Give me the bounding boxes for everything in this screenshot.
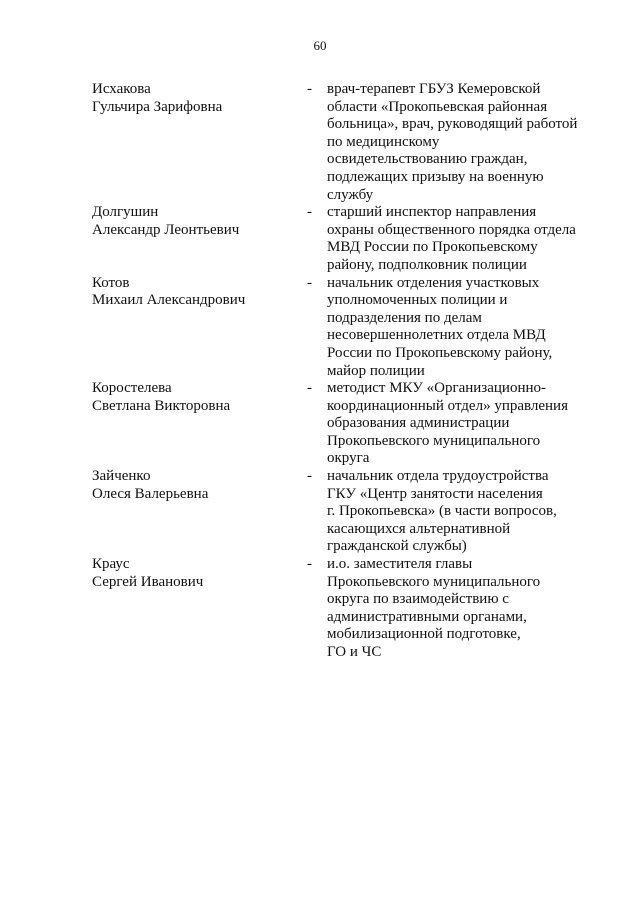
description-line: области «Прокопьевская районная [327,98,548,115]
member-surname: Краус [92,556,130,573]
member-description [327,275,589,381]
member-entry-iskhakova [0,81,640,204]
member-given-names: Михаил Александрович [92,292,246,309]
description-line: МВД России по Прокопьевскому [327,239,538,256]
member-name [92,204,292,239]
description-line: координационный отдел» управления [327,397,568,414]
member-surname: Зайченко [92,468,151,485]
member-name [92,81,292,116]
member-entry-korosteleva [0,380,640,468]
description-line: Прокопьевского муниципального [327,432,541,449]
member-entry-kraus [0,556,640,662]
description-line: начальник отдела трудоустройства [327,468,549,485]
member-description [327,81,589,204]
member-surname: Коростелева [92,380,172,397]
description-line: округа [327,450,370,467]
member-list [0,81,640,662]
member-surname: Исхакова [92,81,151,97]
dash-separator: - [307,274,312,291]
description-line: подлежащих призыву на военную [327,168,544,185]
description-line: гражданской службы) [327,538,467,555]
description-line: ГО и ЧС [327,644,382,660]
description-line: касающихся альтернативной [327,520,511,537]
dash-separator: - [307,204,312,221]
member-description [327,204,589,274]
description-line: по медицинскому [327,133,440,150]
description-line: ГКУ «Центр занятости населения [327,485,543,502]
description-line: несовершеннолетних отдела МВД [327,327,546,344]
description-line: методист МКУ «Организационно- [327,380,546,397]
description-line: России по Прокопьевскому району, [327,344,553,361]
page-number: 60 [313,38,327,53]
member-description [327,468,589,556]
description-line: мобилизационной подготовке, [327,626,521,643]
description-line: уполномоченных полиции и [327,292,508,309]
member-surname: Котов [92,274,130,291]
member-given-names: Олеся Валерьевна [92,485,209,502]
description-line: охраны общественного порядка отдела [327,221,576,238]
dash-separator: - [307,556,312,573]
description-line: больница», врач, руководящий работой [327,116,578,133]
description-line: образования администрации [327,415,510,432]
member-entry-kotov [0,275,640,381]
dash-separator: - [307,380,312,397]
description-line: начальник отделения участковых [327,274,540,291]
description-line: району, подполковник полиции [327,256,527,273]
dash-separator: - [307,81,312,97]
member-given-names: Светлана Викторовна [92,397,231,414]
member-given-names: Сергей Иванович [92,573,204,590]
member-description [327,380,589,468]
description-line: врач-терапевт ГБУЗ Кемеровской [327,81,541,97]
description-line: и.о. заместителя главы [327,556,473,573]
member-name [92,380,292,415]
description-line: службу [327,186,374,203]
dash-separator: - [307,468,312,485]
description-line: Прокопьевского муниципального [327,573,541,590]
member-entry-dolgushin [0,204,640,274]
member-given-names: Гульчира Зарифовна [92,98,223,115]
member-entry-zaychenko [0,468,640,556]
member-name [92,275,292,310]
member-given-names: Александр Леонтьевич [92,221,240,238]
member-description [327,556,589,662]
member-name [92,556,292,591]
description-line: освидетельствованию граждан, [327,151,528,168]
member-surname: Долгушин [92,204,159,221]
description-line: старший инспектор направления [327,204,537,221]
description-line: административными органами, [327,608,527,625]
description-line: подразделения по делам [327,309,482,326]
description-line: округа по взаимодействию с [327,591,509,608]
description-line: майор полиции [327,362,425,379]
description-line: г. Прокопьевска» (в части вопросов, [327,503,557,520]
member-name [92,468,292,503]
